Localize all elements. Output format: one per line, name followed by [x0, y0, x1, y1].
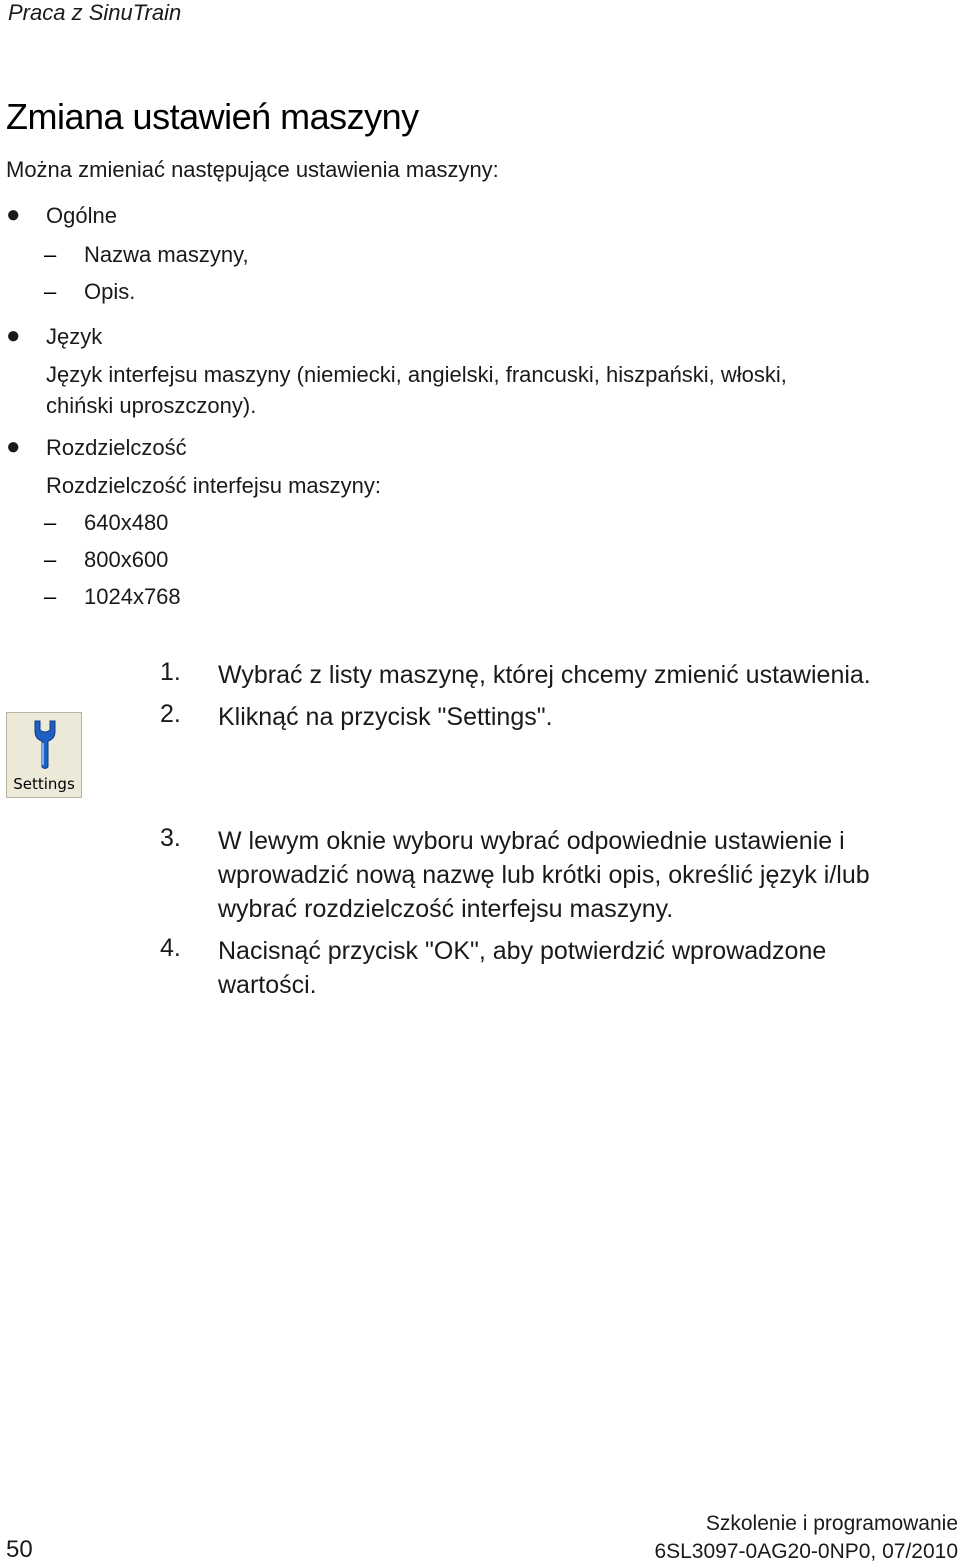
dash-icon: – — [44, 547, 57, 572]
section-title: Zmiana ustawień maszyny — [6, 96, 419, 137]
resolution-option-label: 1024x768 — [84, 584, 181, 609]
footer-doc-title: Szkolenie i programowanie — [705, 1512, 958, 1535]
step-text: Wybrać z listy maszynę, której chcemy zmienić ustawienia. — [218, 661, 871, 689]
settings-button-label: Settings — [13, 775, 75, 793]
bullet-dot-icon: ● — [6, 201, 21, 228]
general-subitem-label: Opis. — [84, 279, 136, 304]
step-number: 2. — [160, 700, 181, 728]
language-heading: Język — [46, 324, 103, 349]
step-text-cont: wybrać rozdzielczość interfejsu maszyny. — [218, 895, 674, 923]
intro-text: Można zmieniać następujące ustawienia maszyny: — [6, 157, 499, 182]
bullet-dot-icon: ● — [6, 322, 21, 349]
page-number: 50 — [6, 1536, 33, 1563]
general-subitem-label: Nazwa maszyny, — [84, 242, 249, 267]
step-number: 4. — [160, 934, 181, 962]
wrench-icon — [31, 719, 59, 771]
resolution-heading: Rozdzielczość — [46, 435, 187, 460]
step-text: W lewym oknie wyboru wybrać odpowiednie ustawienie i — [218, 827, 845, 855]
bullet-dot-icon: ● — [6, 433, 21, 460]
step-text: Kliknąć na przycisk "Settings". — [218, 703, 553, 731]
dash-icon: – — [44, 510, 57, 535]
step-text-cont: wprowadzić nową nazwę lub krótki opis, określić język i/lub — [218, 861, 870, 889]
resolution-description: Rozdzielczość interfejsu maszyny: — [46, 473, 382, 498]
dash-icon: – — [44, 584, 57, 609]
step-text: Nacisnąć przycisk "OK", aby potwierdzić wprowadzone — [218, 937, 827, 965]
dash-icon: – — [44, 242, 57, 267]
resolution-option-label: 640x480 — [84, 510, 169, 535]
step-number: 1. — [160, 658, 181, 686]
language-description-cont: chiński uproszczony). — [46, 393, 257, 418]
step-number: 3. — [160, 824, 181, 852]
running-header: Praca z SinuTrain — [8, 0, 182, 25]
settings-button[interactable] — [6, 712, 82, 798]
resolution-option-label: 800x600 — [84, 547, 169, 572]
step-text-cont: wartości. — [218, 971, 317, 999]
footer-doc-id: 6SL3097-0AG20-0NP0, 07/2010 — [654, 1540, 958, 1563]
general-heading: Ogólne — [46, 203, 117, 228]
dash-icon: – — [44, 279, 57, 304]
language-description: Język interfejsu maszyny (niemiecki, angielski, francuski, hiszpański, włoski, — [46, 362, 787, 387]
